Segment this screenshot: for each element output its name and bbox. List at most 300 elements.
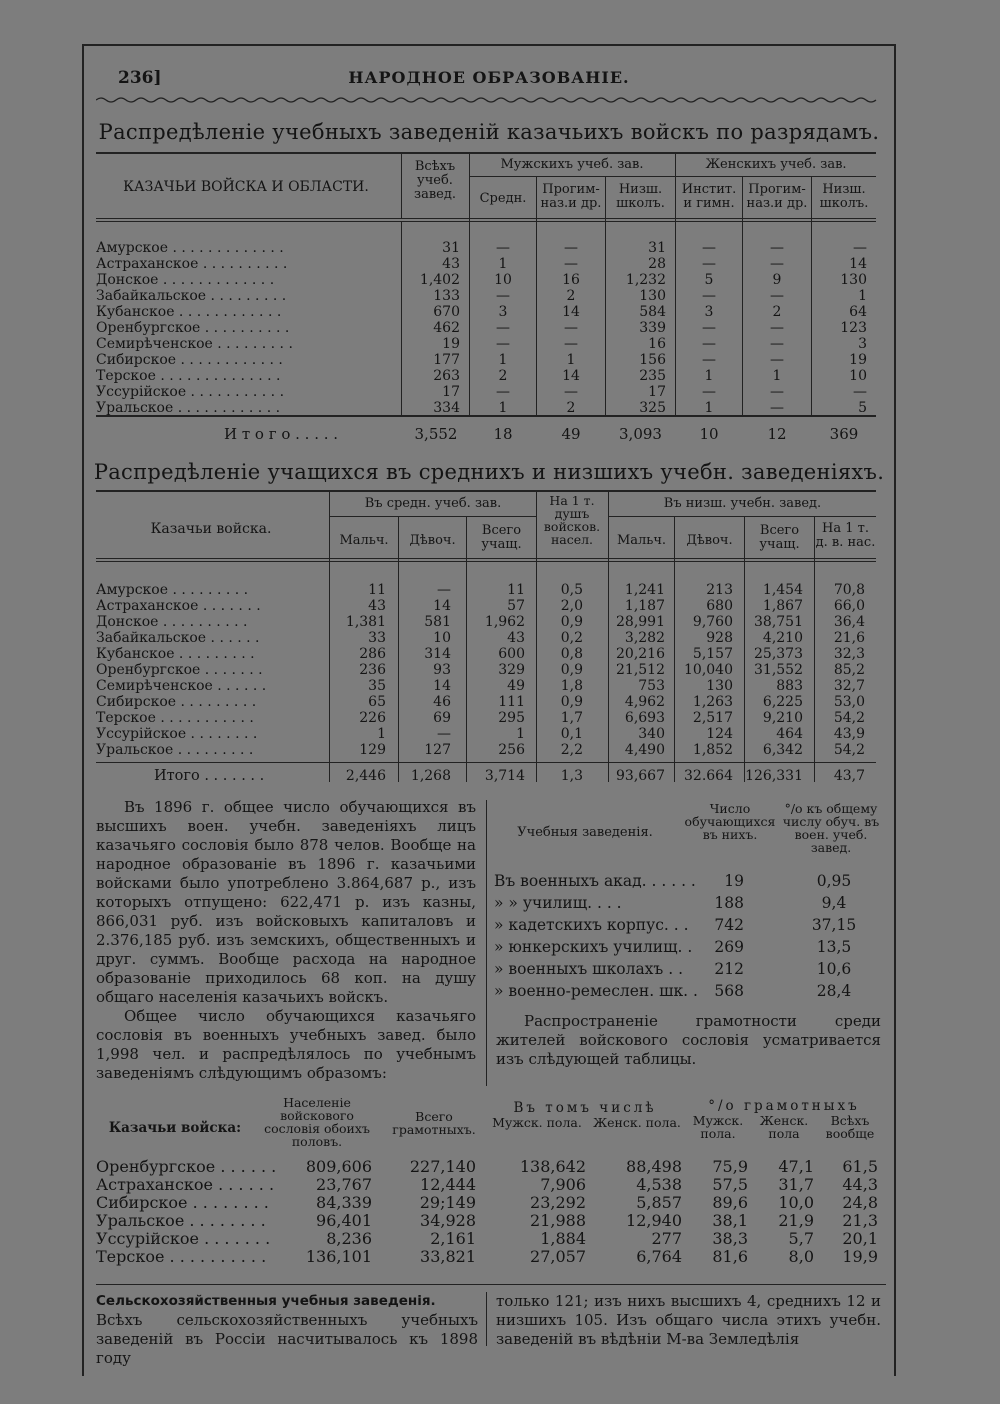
table1-cell: — — [702, 288, 716, 304]
table2-cell: 1,241 — [624, 582, 665, 598]
table1-cell: — — [770, 384, 784, 400]
table1-cell: 2 — [566, 400, 576, 416]
table1-region: Астраханское . . . . . . . . . . — [96, 256, 288, 272]
table2-cell: 28,991 — [616, 614, 665, 630]
table4-cell-pf: 21,9 — [778, 1211, 814, 1230]
table1-total-0: 3,552 — [414, 425, 458, 443]
table1-cell: 14 — [562, 368, 580, 384]
table1-region: Уральское . . . . . . . . . . . . — [96, 400, 281, 416]
table3-count: 19 — [724, 872, 744, 890]
table3-col-count: Число обучающихся въ нихъ. — [684, 801, 776, 842]
table1-cell: 17 — [442, 384, 460, 400]
table2-cell: 21,6 — [833, 630, 865, 646]
table2-cell: 883 — [776, 678, 803, 694]
table2-cell: 20,216 — [616, 646, 665, 662]
table3-pct: 9,4 — [821, 894, 847, 912]
table4-cell-lit: 34,928 — [420, 1211, 476, 1230]
bottom-right-text: только 121; изъ нихъ высшихъ 4, среднихъ 12 и низшихъ 105. Изъ общаго числа этихъ учебн. заведеній въ вѣдѣніи М-ва Земледѣлія — [496, 1292, 881, 1348]
table1-cell: 1 — [498, 400, 508, 416]
table2-sub-low-2: Всего учащ. — [759, 523, 800, 552]
table2-sub-mid-2: Всего учащ. — [481, 523, 522, 552]
table1-cell: — — [564, 336, 578, 352]
table4-cell-name: Уссурійское . . . . . . . — [96, 1229, 271, 1248]
table3-count: 742 — [714, 916, 744, 934]
table3-name: » юнкерскихъ училищ. . — [494, 938, 693, 956]
table2-cell: 1,381 — [345, 614, 386, 630]
table1-cell: 1 — [566, 352, 576, 368]
table3-name: » кадетскихъ корпус. . . — [494, 916, 689, 934]
table2-cell: 32,7 — [833, 678, 865, 694]
table1-cell: 130 — [840, 272, 867, 288]
table2-cell: 314 — [424, 646, 451, 662]
table1-cell: — — [496, 384, 510, 400]
text-left — [96, 798, 476, 1083]
table1-cell: 235 — [639, 368, 666, 384]
table2-cell: 69 — [433, 710, 451, 726]
wavy-divider — [96, 96, 881, 104]
table2-cell: 340 — [638, 726, 665, 742]
table1-cell: 5 — [858, 400, 867, 416]
table2-cell: 38,751 — [754, 614, 803, 630]
table3-name: » военныхъ школахъ . . — [494, 960, 683, 978]
table1-col-5-values — [743, 240, 811, 416]
table3-pct: 37,15 — [811, 916, 857, 934]
table2-cell: 14 — [433, 598, 451, 614]
table2-cell: 0,9 — [560, 662, 583, 678]
table1-col-4-values — [676, 240, 742, 416]
table1-region: Амурское . . . . . . . . . . . . . — [96, 240, 284, 256]
table2-cell: 43 — [507, 630, 525, 646]
table1-region: Кубанское . . . . . . . . . . . . — [96, 304, 282, 320]
text-right — [496, 1012, 881, 1069]
table1-cell: — — [702, 336, 716, 352]
table1-cell: — — [564, 256, 578, 272]
table2-cell: — — [437, 582, 451, 598]
table2-total-5: 32.664 — [684, 768, 733, 784]
table2-col-region: Казачьи войска. — [150, 521, 272, 537]
table4-cell-pop: 84,339 — [316, 1193, 372, 1212]
table2-cell: 0,1 — [560, 726, 583, 742]
table2-cell: 753 — [638, 678, 665, 694]
table2-cell: 21,512 — [616, 662, 665, 678]
table1-total-3: 3,093 — [619, 425, 662, 443]
table3-counts — [704, 870, 744, 1002]
page — [82, 44, 896, 1376]
table2-region: Донское . . . . . . . . . . — [96, 614, 248, 630]
table2-title: Распредѣленіе учащихся въ среднихъ и низшихъ учебн. заведеніяхъ. — [93, 460, 885, 484]
table4-row — [96, 1248, 886, 1266]
table1-col-2-values — [537, 240, 605, 416]
table2-region: Забайкальское . . . . . . — [96, 630, 260, 646]
table4-row — [96, 1212, 886, 1230]
table1-cell: — — [853, 384, 867, 400]
table2-cell: 213 — [706, 582, 733, 598]
table4-row — [96, 1230, 886, 1248]
table2-cell: 329 — [498, 662, 525, 678]
table4-cell-f: 5,857 — [636, 1193, 682, 1212]
table2-group-low: Въ низш. учебн. завед. — [663, 496, 822, 511]
table4-cell-m: 27,057 — [530, 1247, 586, 1266]
table4-cell-pm: 38,3 — [712, 1229, 748, 1248]
table2-cell: 680 — [706, 598, 733, 614]
table1-cell: — — [564, 320, 578, 336]
table3-count: 212 — [714, 960, 744, 978]
table2-cell: 2,2 — [560, 742, 583, 758]
table2-cell: 14 — [433, 678, 451, 694]
text-left-p2: Общее число обучающихся казачьяго сословія въ военныхъ учебныхъ завед. было 1,998 чел. и распредѣлялось по учебнымъ заведеніямъ слѣдующимъ образомъ: — [96, 1007, 476, 1082]
table4-cell-name: Астраханское . . . . . . — [96, 1175, 275, 1194]
table2-cell: 286 — [359, 646, 386, 662]
table2-col-6-values — [745, 582, 803, 758]
table4-cell-name: Терское . . . . . . . . . . — [96, 1247, 267, 1266]
table2-sub-mid-0: Мальч. — [339, 533, 389, 548]
bottom-left-heading: Сельскохозяйственныя учебныя заведенія. — [96, 1293, 436, 1309]
table2-col-1-values — [399, 582, 451, 758]
table1-cell: 670 — [433, 304, 460, 320]
table2-cell: 127 — [424, 742, 451, 758]
table4-row — [96, 1194, 886, 1212]
table2-region: Терское . . . . . . . . . . . — [96, 710, 254, 726]
table2-region: Астраханское . . . . . . . — [96, 598, 261, 614]
table3-col-inst: Учебныя заведенія. — [517, 825, 653, 840]
table2-per1000-mid: На 1 т. душъ войсков. насел. — [543, 493, 601, 547]
table3-count: 188 — [714, 894, 744, 912]
table1-cell: 9 — [772, 272, 782, 288]
table2-cell: 0,9 — [560, 694, 583, 710]
table1-cell: 334 — [433, 400, 460, 416]
table2-cell: 0,5 — [560, 582, 583, 598]
table1-cell: 1 — [704, 368, 714, 384]
table4-group-pct: °/о грамотныхъ — [708, 1098, 860, 1114]
table4-cell-m: 23,292 — [530, 1193, 586, 1212]
table4-cell-pf: 8,0 — [788, 1247, 814, 1266]
table1-sub-4: Прогим- наз.и др. — [746, 182, 808, 211]
table2-cell: 1,852 — [692, 742, 733, 758]
table1-cell: 123 — [840, 320, 867, 336]
table4-cell-pop: 23,767 — [316, 1175, 372, 1194]
table2-col-5-values — [675, 582, 733, 758]
table3-name: » военно-ремеслен. шк. . — [494, 982, 698, 1000]
table1-total-2: 49 — [561, 425, 581, 443]
table1-sub-0: Средн. — [479, 191, 527, 206]
table2-cell: 65 — [368, 694, 386, 710]
table3-pcts — [784, 870, 884, 1002]
table2-cell: 1,187 — [624, 598, 665, 614]
table2-cell: 36,4 — [833, 614, 865, 630]
table2-total-6: 126,331 — [745, 768, 803, 784]
table1-cell: 1 — [772, 368, 782, 384]
table1-cell: 31 — [442, 240, 460, 256]
table2-cell: 54,2 — [833, 742, 865, 758]
table2-cell: 57 — [507, 598, 525, 614]
table3-names — [494, 870, 724, 1002]
table1-cell: — — [853, 240, 867, 256]
table4-cell-pa: 19,9 — [842, 1247, 878, 1266]
table1-region: Сибирское . . . . . . . . . . . . — [96, 352, 283, 368]
table3-pct: 28,4 — [816, 982, 852, 1000]
table4-pct-f: Женск. пола — [759, 1113, 809, 1141]
table4-cell-m: 21,988 — [530, 1211, 586, 1230]
table3-name: Въ военныхъ акад. . . . . . — [494, 872, 696, 890]
table1-sub-1: Прогим- наз.и др. — [540, 182, 602, 211]
table1-cell: 325 — [639, 400, 666, 416]
page-title: НАРОДНОЕ ОБРАЗОВАНІЕ. — [348, 68, 630, 87]
table1-cell: 130 — [639, 288, 666, 304]
table1-region: Оренбургское . . . . . . . . . . — [96, 320, 290, 336]
table1-cell: 263 — [433, 368, 460, 384]
table2-cell: 9,210 — [762, 710, 803, 726]
table1-group-male: Мужскихъ учеб. зав. — [500, 157, 644, 172]
table4-cell-pm: 57,5 — [712, 1175, 748, 1194]
table2-cell: 5,157 — [692, 646, 733, 662]
table4-cell-pm: 75,9 — [712, 1157, 748, 1176]
table1-cell: 3 — [704, 304, 714, 320]
table1-cell: 10 — [494, 272, 512, 288]
table1-cell: 3 — [858, 336, 867, 352]
table2-sub-mid-1: Дѣвоч. — [409, 533, 456, 548]
table4-group-among: Въ томъ числѣ — [513, 1100, 657, 1116]
table1-cell: 64 — [849, 304, 867, 320]
table1-cell: — — [702, 320, 716, 336]
table2-cell: 43,9 — [833, 726, 865, 742]
table1-total-4: 10 — [699, 425, 719, 443]
table1-cell: 2 — [566, 288, 576, 304]
table4-col-region: Казачьи войска: — [108, 1120, 242, 1136]
table2-cell: 581 — [424, 614, 451, 630]
table1-col-3-values — [606, 240, 666, 416]
table2-cell: — — [437, 726, 451, 742]
table2-sub-low-1: Дѣвоч. — [686, 533, 733, 548]
table4-cell-pa: 61,5 — [842, 1157, 878, 1176]
table1-sub-3: Инстит. и гимн. — [681, 182, 737, 211]
table1-cell: — — [564, 240, 578, 256]
table2-cell: 600 — [498, 646, 525, 662]
table2-cell: 236 — [359, 662, 386, 678]
text-right-p: Распространеніе грамотности среди жителей войскового сословія усматривается изъ слѣдующей таблицы. — [496, 1012, 881, 1068]
table2-cell: 0,9 — [560, 614, 583, 630]
table3-name: » » училищ. . . . — [494, 894, 622, 912]
table1-col-6-values — [812, 240, 867, 416]
table1-total-label: И т о г о . . . . . — [224, 425, 339, 443]
table2-cell: 226 — [359, 710, 386, 726]
table1-cell: — — [496, 336, 510, 352]
table4-cell-lit: 227,140 — [409, 1157, 476, 1176]
table2-cell: 4,962 — [624, 694, 665, 710]
table1-total-6: 369 — [829, 425, 859, 443]
bottom-left-text: Всѣхъ сельскохозяйственныхъ учебныхъ заведеній въ Россіи насчитывалось къ 1898 году — [96, 1311, 478, 1367]
table1-cell: 584 — [639, 304, 666, 320]
table1-group-female: Женскихъ учеб. зав. — [705, 157, 847, 172]
table1-cell: — — [770, 320, 784, 336]
table2-cell: 49 — [507, 678, 525, 694]
table1-sub-2: Низш. школъ. — [616, 182, 665, 211]
table1-region: Забайкальское . . . . . . . . . — [96, 288, 287, 304]
table2-cell: 130 — [706, 678, 733, 694]
table1-cell: 3 — [498, 304, 508, 320]
table2-cell: 10 — [433, 630, 451, 646]
table2-region: Сибирское . . . . . . . . . — [96, 694, 257, 710]
table2-cell: 6,225 — [762, 694, 803, 710]
table1-region: Уссурійское . . . . . . . . . . . — [96, 384, 285, 400]
table1-col-total: Всѣхъ учеб. завед. — [414, 159, 456, 202]
table2-total-label: Итого . . . . . . . — [154, 768, 265, 784]
table4-cell-m: 7,906 — [540, 1175, 586, 1194]
table2-cell: 4,490 — [624, 742, 665, 758]
table2-cell: 256 — [498, 742, 525, 758]
table2-cell: 2,0 — [560, 598, 583, 614]
table2-region: Семирѣченское . . . . . . — [96, 678, 267, 694]
table2-region-list — [96, 582, 326, 758]
table2-col-3-values — [537, 582, 583, 758]
table1-cell: 43 — [442, 256, 460, 272]
table1-cell: 133 — [433, 288, 460, 304]
table1-cell: 17 — [648, 384, 666, 400]
table2-cell: 11 — [507, 582, 525, 598]
bottom-left — [96, 1292, 478, 1368]
table4-cell-pa: 24,8 — [842, 1193, 878, 1212]
table1-cell: 1,402 — [419, 272, 460, 288]
table2-cell: 11 — [368, 582, 386, 598]
table4-among-m: Мужск. пола. — [492, 1115, 582, 1130]
table1-top-rule — [96, 152, 876, 154]
table2-cell: 1 — [516, 726, 525, 742]
table1-total-5: 12 — [767, 425, 787, 443]
table4-cell-pf: 31,7 — [778, 1175, 814, 1194]
table2-sub-low-0: Мальч. — [616, 533, 667, 548]
table2-cell: 6,342 — [762, 742, 803, 758]
table1-cell: 14 — [849, 256, 867, 272]
table1-col-1-values — [470, 240, 536, 416]
table2-region: Уссурійское . . . . . . . . — [96, 726, 258, 742]
table2-cell: 3,282 — [624, 630, 665, 646]
table2-cell: 111 — [498, 694, 525, 710]
table4-cell-pm: 38,1 — [712, 1211, 748, 1230]
table1-cell: 177 — [433, 352, 460, 368]
table1-col-region: КАЗАЧЬИ ВОЙСКА И ОБЛАСТИ. — [123, 179, 369, 195]
table1-cell: 19 — [849, 352, 867, 368]
table1-region: Терское . . . . . . . . . . . . . . — [96, 368, 281, 384]
table4-col-pop: Населеніе войскового сословія обоихъ половъ. — [264, 1095, 370, 1149]
table3-pct: 0,95 — [816, 872, 852, 890]
table4-cell-name: Сибирское . . . . . . . . — [96, 1193, 269, 1212]
table2-cell: 70,8 — [833, 582, 865, 598]
table1-cell: 2 — [498, 368, 508, 384]
table2-col-2-values — [467, 582, 525, 758]
table1-cell: — — [770, 288, 784, 304]
table4-cell-lit: 33,821 — [420, 1247, 476, 1266]
table1-cell: 1 — [498, 352, 508, 368]
table2-cell: 129 — [359, 742, 386, 758]
table1-cell: — — [770, 336, 784, 352]
table4-cell-pm: 81,6 — [712, 1247, 748, 1266]
table2-sub-low-3: На 1 т. д. в. нас. — [815, 521, 876, 550]
table1-cell: — — [496, 320, 510, 336]
table2-cell: 928 — [706, 630, 733, 646]
table1-cell: — — [770, 400, 784, 416]
table1-region: Донское . . . . . . . . . . . . . — [96, 272, 275, 288]
table1-header-rule — [96, 218, 876, 219]
table3-count: 269 — [714, 938, 744, 956]
table1-cell: 31 — [648, 240, 666, 256]
table2-total-2: 3,714 — [484, 768, 525, 784]
table2-cell: 53,0 — [833, 694, 865, 710]
table1-cell: 1,232 — [625, 272, 666, 288]
table4-pct-m: Мужск. пола. — [692, 1113, 744, 1141]
table1-cell: 16 — [648, 336, 666, 352]
table1-cell: 5 — [704, 272, 714, 288]
table4-cell-pf: 10,0 — [778, 1193, 814, 1212]
table2-cell: 1,263 — [692, 694, 733, 710]
table2-cell: 66,0 — [833, 598, 865, 614]
table2-cell: 35 — [368, 678, 386, 694]
table4-among-f: Женск. пола. — [593, 1115, 681, 1130]
table2-total-0: 2,446 — [345, 768, 386, 784]
table4-cell-pm: 89,6 — [712, 1193, 748, 1212]
column-divider — [486, 800, 487, 1086]
table4-cell-f: 12,940 — [626, 1211, 682, 1230]
table4-cell-f: 88,498 — [626, 1157, 682, 1176]
table4-cell-name: Уральское . . . . . . . . — [96, 1211, 266, 1230]
table4-cell-m: 138,642 — [519, 1157, 586, 1176]
table1-cell: 462 — [433, 320, 460, 336]
table2-cell: 85,2 — [833, 662, 865, 678]
table1-cell: 14 — [562, 304, 580, 320]
table2-cell: 1 — [377, 726, 386, 742]
table3-count: 568 — [714, 982, 744, 1000]
table4-cell-lit: 12,444 — [420, 1175, 476, 1194]
table4-cell-f: 6,764 — [636, 1247, 682, 1266]
table2-region: Оренбургское . . . . . . . — [96, 662, 263, 678]
table1-col-total-values — [404, 240, 460, 416]
table2-cell: 1,454 — [762, 582, 803, 598]
table2-cell: 31,552 — [754, 662, 803, 678]
table1-region-list — [96, 240, 396, 416]
table2-total-7: 43,7 — [833, 768, 865, 784]
table1-cell: — — [702, 240, 716, 256]
table2-cell: 124 — [706, 726, 733, 742]
table4-row — [96, 1158, 886, 1176]
table4-cell-lit: 2,161 — [430, 1229, 476, 1248]
table2-cell: 46 — [433, 694, 451, 710]
table2-cell: 25,373 — [754, 646, 803, 662]
table4-cell-f: 277 — [651, 1229, 682, 1248]
table2-total-1: 1,268 — [410, 768, 451, 784]
table2-cell: 1,867 — [762, 598, 803, 614]
table2-cell: 464 — [776, 726, 803, 742]
table2-total-3: 1,3 — [560, 768, 583, 784]
table4-cell-name: Оренбургское . . . . . . — [96, 1157, 277, 1176]
table2-cell: 1,7 — [560, 710, 583, 726]
table2-cell: 43 — [368, 598, 386, 614]
table4-cell-pa: 20,1 — [842, 1229, 878, 1248]
table3-pct: 13,5 — [816, 938, 852, 956]
table3-pct: 10,6 — [816, 960, 852, 978]
table2-cell: 4,210 — [762, 630, 803, 646]
table2-region: Уральское . . . . . . . . . — [96, 742, 254, 758]
table2-cell: 32,3 — [833, 646, 865, 662]
table1-sub-5: Низш. школъ. — [819, 182, 869, 211]
table4-cell-f: 4,538 — [636, 1175, 682, 1194]
table4-cell-pf: 5,7 — [788, 1229, 814, 1248]
table1-cell: — — [702, 256, 716, 272]
table1-total-1: 18 — [493, 425, 513, 443]
table4-cell-pf: 47,1 — [778, 1157, 814, 1176]
table1-region: Семирѣченское . . . . . . . . . — [96, 336, 293, 352]
table1-cell: 1 — [498, 256, 508, 272]
table1-cell: 339 — [639, 320, 666, 336]
table1-cell: 156 — [639, 352, 666, 368]
table1-title: Распредѣленіе учебныхъ заведеній казачьихъ войскъ по разрядамъ. — [98, 120, 880, 144]
